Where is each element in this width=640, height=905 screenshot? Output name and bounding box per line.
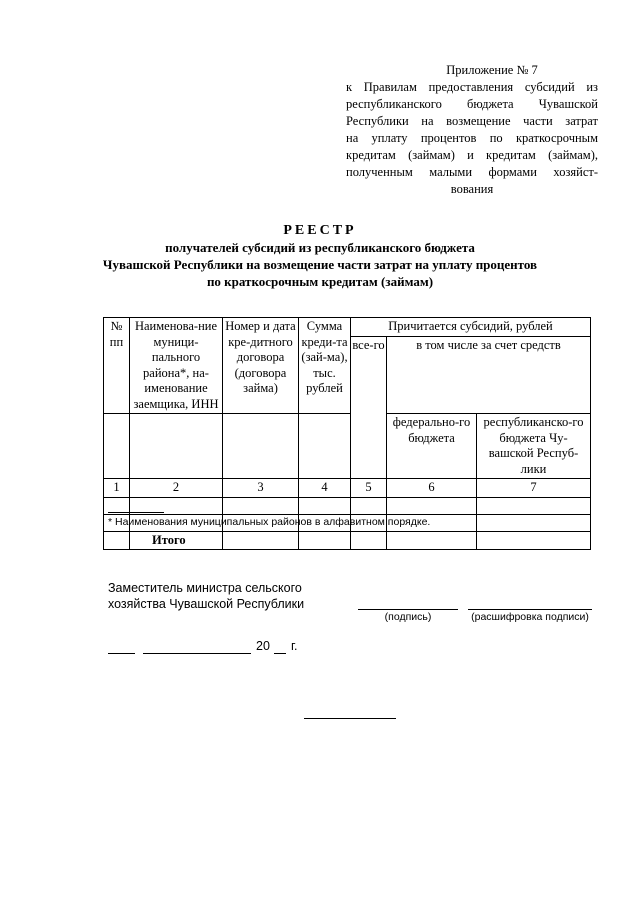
table-cell (477, 497, 591, 514)
column-number-cell: 5 (351, 479, 387, 498)
header-cell-due: Причитается субсидий, рублей (351, 318, 591, 337)
table-cell (223, 531, 299, 550)
table-header-row (104, 414, 591, 479)
appendix-line: республиканского бюджета Чувашской (346, 97, 598, 111)
date-day-line (108, 653, 135, 654)
header-cell-federal: федерально-го бюджета (387, 414, 477, 479)
column-number-cell: 4 (299, 479, 351, 498)
table-cell (299, 531, 351, 550)
header-cell-including: в том числе за счет средств (387, 336, 591, 414)
signature-decoding-caption: (расшифровка подписи) (471, 611, 589, 623)
document-title-block (60, 222, 580, 290)
header-cell-number: № пп (104, 318, 130, 414)
header-cell-empty (223, 414, 299, 479)
date-year-line (274, 653, 286, 654)
appendix-line: полученным малыми формами хозяйст- (346, 165, 598, 179)
appendix-title: Приложение № 7 (446, 63, 538, 77)
appendix-line: кредитам (займам) и кредитам (займам), (346, 148, 598, 162)
document-end-line (304, 718, 396, 719)
table-cell (387, 497, 477, 514)
header-cell-empty (104, 414, 130, 479)
table-cell (387, 531, 477, 550)
header-cell-total: все-го (351, 336, 387, 479)
header-cell-sum: Сумма креди-та (зай-ма), тыс. рублей (299, 318, 351, 414)
header-cell-empty (130, 414, 223, 479)
document-title: РЕЕСТР (283, 223, 357, 238)
table-cell (223, 497, 299, 514)
table-cell (351, 497, 387, 514)
appendix-block (346, 62, 598, 198)
column-number-row (104, 479, 591, 498)
column-number-cell: 7 (477, 479, 591, 498)
table-row (104, 497, 591, 514)
document-subtitle-line: по краткосрочным кредитам (займам) (206, 274, 434, 289)
signatory-position (108, 580, 304, 612)
signatory-position-line: хозяйства Чувашской Республики (108, 597, 305, 611)
table-cell (477, 531, 591, 550)
table-total-row (104, 531, 591, 550)
date-year-suffix: г. (291, 639, 298, 653)
column-number-cell: 2 (130, 479, 223, 498)
table-cell (477, 514, 591, 531)
total-label: Итого (130, 531, 223, 550)
column-number-cell: 1 (104, 479, 130, 498)
header-cell-empty (299, 414, 351, 479)
table-cell (351, 531, 387, 550)
date-month-line (143, 653, 251, 654)
document-subtitle-line: Чувашской Республики на возмещение части затрат на уплату процентов (102, 257, 538, 272)
date-year-prefix: 20 (256, 639, 270, 653)
document-subtitle-line: получателей субсидий из республиканского бюджета (165, 240, 475, 255)
signature-decoding-line (468, 609, 592, 610)
table-header-row (104, 318, 591, 337)
appendix-line: к Правилам предоставления субсидий из (346, 80, 598, 94)
signature-caption: (подпись) (384, 611, 432, 623)
header-cell-contract: Номер и дата кре-дитного договора (договора займа) (223, 318, 299, 414)
appendix-last-line: вования (450, 182, 494, 196)
table-cell (299, 497, 351, 514)
signatory-position-line: Заместитель министра сельского (108, 581, 302, 595)
footnote-text: * Наименования муниципальных районов в алфавитном порядке. (108, 516, 431, 528)
table-cell (104, 531, 130, 550)
signature-line (358, 609, 458, 610)
column-number-cell: 6 (387, 479, 477, 498)
appendix-line: на уплату процентов по краткосрочным (346, 131, 598, 145)
appendix-line: Республики на возмещение части затрат (346, 114, 598, 128)
footnote-divider (108, 512, 164, 513)
column-number-cell: 3 (223, 479, 299, 498)
header-cell-republic: республиканско-го бюджета Чу-вашской Респуб-лики (477, 414, 591, 479)
header-cell-name: Наименова-ние муници-пального района*, на-именование заемщика, ИНН (130, 318, 223, 414)
